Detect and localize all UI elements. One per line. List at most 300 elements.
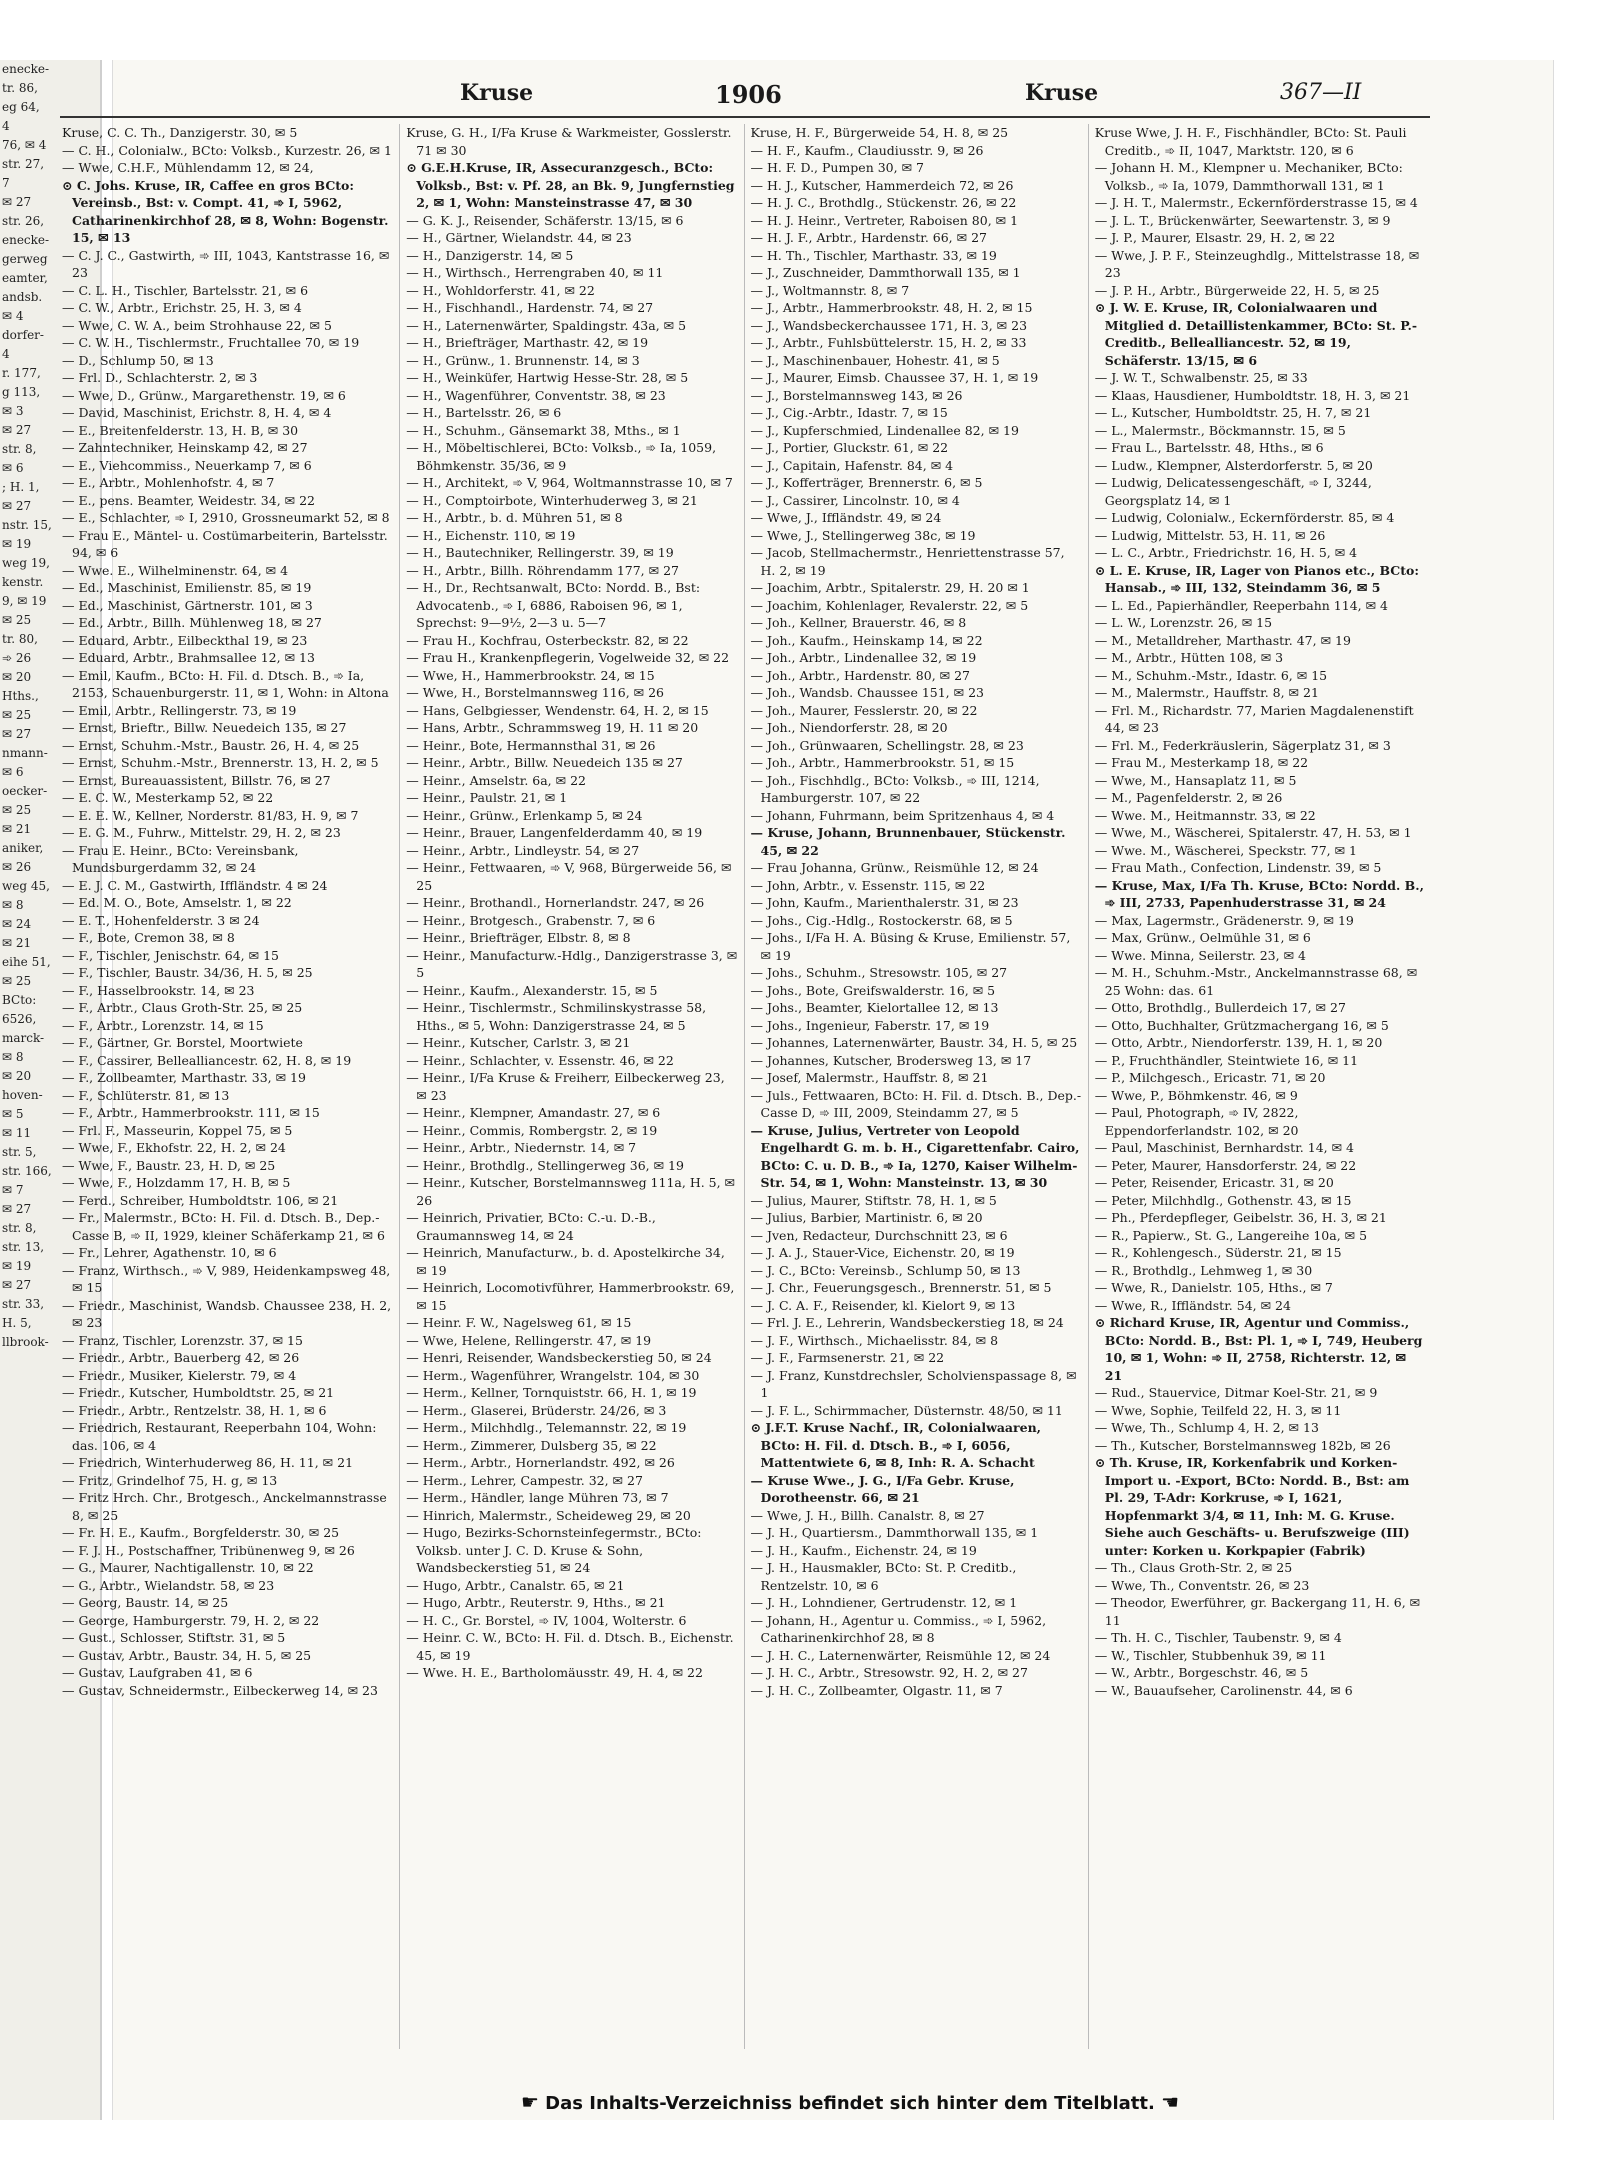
directory-entry: — G. K. J., Reisender, Schäferstr. 13/15, ✉ 6 bbox=[406, 212, 684, 228]
directory-entry: — Paul, Photograph, ➾ IV, 2822, Eppendorferlandstr. 102, ✉ 20 bbox=[1094, 1105, 1299, 1138]
directory-entry: — Ludwig, Colonialw., Eckernförderstr. 85, ✉ 4 bbox=[1094, 510, 1395, 525]
directory-entry: — Heinrich, Manufacturw., b. d. Apostelkirche 34, ✉ 19 bbox=[406, 1245, 725, 1278]
directory-entry: — Wwe, Helene, Rellingerstr. 47, ✉ 19 bbox=[406, 1332, 652, 1348]
directory-entry: — F., Arbtr., Hammerbrookstr. 111, ✉ 15 bbox=[62, 1105, 320, 1120]
strip-fragment: ✉ 8 bbox=[2, 1050, 24, 1064]
directory-entry: — L. W., Lorenzstr. 26, ✉ 15 bbox=[1094, 615, 1273, 630]
directory-entry: — J. H., Lohndiener, Gertrudenstr. 12, ✉ 1 bbox=[750, 1595, 1018, 1610]
directory-entry: — Wwe, M., Hansaplatz 11, ✉ 5 bbox=[1094, 772, 1297, 788]
directory-entry: — Herm., Zimmerer, Dulsberg 35, ✉ 22 bbox=[406, 1437, 657, 1453]
directory-entry: — David, Maschinist, Erichstr. 8, H. 4, ✉ 4 bbox=[62, 405, 332, 420]
directory-entry: — E., Viehcommiss., Neuerkamp 7, ✉ 6 bbox=[62, 457, 312, 473]
directory-entry: — H., Comptoirbote, Winterhuderweg 3, ✉ 21 bbox=[406, 492, 698, 508]
strip-fragment: eihe 51, bbox=[2, 955, 51, 969]
strip-fragment: H. 5, bbox=[2, 1316, 32, 1330]
directory-entry: — Fr., Malermstr., BCto: H. Fil. d. Dtsch. B., Dep.-Casse B, ➾ II, 1929, kleiner Schäferkamp 21, ✉ 6 bbox=[62, 1210, 385, 1243]
strip-fragment: aniker, bbox=[2, 841, 44, 855]
directory-entry: — Frau Johanna, Grünw., Reismühle 12, ✉ 24 bbox=[750, 860, 1039, 875]
strip-fragment: str. 8, bbox=[2, 1221, 37, 1235]
directory-entry: — Ludw., Klempner, Alsterdorferstr. 5, ✉ 20 bbox=[1094, 457, 1373, 473]
directory-entry: — E. J. C. M., Gastwirth, Iffländstr. 4 ✉ 24 bbox=[62, 877, 328, 893]
directory-entry: — Wwe, Th., Conventstr. 26, ✉ 23 bbox=[1094, 1577, 1310, 1593]
strip-fragment: ✉ 26 bbox=[2, 860, 32, 874]
strip-fragment: str. 13, bbox=[2, 1240, 45, 1254]
strip-fragment: 4 bbox=[2, 119, 10, 133]
directory-entry: — J., Arbtr., Fuhlsbüttelerstr. 15, H. 2, ✉ 33 bbox=[750, 335, 1027, 350]
directory-entry: — Ed., Maschinist, Emilienstr. 85, ✉ 19 bbox=[62, 580, 312, 595]
directory-entry: — Friedr., Maschinist, Wandsb. Chaussee 238, H. 2, ✉ 23 bbox=[62, 1297, 392, 1330]
directory-entry: — E., Arbtr., Mohlenhofstr. 4, ✉ 7 bbox=[62, 475, 275, 490]
directory-entry: — Herm., Arbtr., Hornerlandstr. 492, ✉ 26 bbox=[406, 1455, 675, 1470]
strip-fragment: 7 bbox=[2, 176, 10, 190]
strip-fragment: g 113, bbox=[2, 385, 41, 399]
directory-entry: — J., Cassirer, Lincolnstr. 10, ✉ 4 bbox=[750, 492, 960, 508]
directory-entry: — Hugo, Arbtr., Canalstr. 65, ✉ 21 bbox=[406, 1577, 625, 1593]
strip-fragment: ✉ 3 bbox=[2, 404, 24, 418]
directory-entry: — Kruse, Johann, Brunnenbauer, Stückenstr. 45, ✉ 22 bbox=[750, 825, 1066, 858]
strip-fragment: eg 64, bbox=[2, 100, 40, 114]
directory-entry: — Herm., Wagenführer, Wrangelstr. 104, ✉ 30 bbox=[406, 1367, 700, 1383]
directory-entry: — Wwe, F., Ekhofstr. 22, H. 2, ✉ 24 bbox=[62, 1140, 286, 1155]
directory-entry: — Th., Kutscher, Borstelmannsweg 182b, ✉ 26 bbox=[1094, 1437, 1391, 1453]
directory-entry: ⊙ J. W. E. Kruse, IR, Colonialwaaren und Mitglied d. Detaillistenkammer, BCto: St. P.-Creditb., Bellealliancestr. 52, ✉ 19, Schäferstr. 13/15, ✉ 6 bbox=[1094, 300, 1418, 368]
strip-fragment: ✉ 25 bbox=[2, 708, 32, 722]
directory-entry: — Ernst, Schuhm.-Mstr., Baustr. 26, H. 4, ✉ 25 bbox=[62, 737, 360, 753]
directory-entry: — H., Gärtner, Wielandstr. 44, ✉ 23 bbox=[406, 230, 632, 245]
directory-entry: — Max, Lagermstr., Grädenerstr. 9, ✉ 19 bbox=[1094, 912, 1354, 928]
directory-entry: — Heinr., Kutscher, Carlstr. 3, ✉ 21 bbox=[406, 1035, 631, 1050]
directory-entry: — J., Kupferschmied, Lindenallee 82, ✉ 19 bbox=[750, 422, 1019, 438]
directory-entry: — Johannes, Kutscher, Brodersweg 13, ✉ 17 bbox=[750, 1052, 1032, 1068]
directory-entry: — C. L. H., Tischler, Bartelsstr. 21, ✉ 6 bbox=[62, 282, 309, 298]
directory-entry: — F., Schlüterstr. 81, ✉ 13 bbox=[62, 1087, 230, 1103]
directory-entry: — L. Ed., Papierhändler, Reeperbahn 114, ✉ 4 bbox=[1094, 597, 1389, 613]
directory-entry: — Wwe, Th., Schlump 4, H. 2, ✉ 13 bbox=[1094, 1420, 1319, 1435]
page-header bbox=[60, 80, 1430, 114]
directory-entry: — Herm., Händler, lange Mühren 73, ✉ 7 bbox=[406, 1490, 669, 1505]
directory-entry: — H. J. C., Brothdlg., Stückenstr. 26, ✉ 22 bbox=[750, 195, 1017, 210]
directory-entry: — Eduard, Arbtr., Eilbeckthal 19, ✉ 23 bbox=[62, 632, 308, 648]
directory-entry: — Johs., Bote, Greifswalderstr. 16, ✉ 5 bbox=[750, 982, 996, 998]
directory-entry: — H., Bartelsstr. 26, ✉ 6 bbox=[406, 405, 562, 420]
strip-fragment: 76, ✉ 4 bbox=[2, 138, 47, 152]
strip-fragment: 6526, bbox=[2, 1012, 37, 1026]
directory-entry: — J. F., Farmsenerstr. 21, ✉ 22 bbox=[750, 1350, 945, 1365]
directory-entry: — Friedr., Kutscher, Humboldtstr. 25, ✉ 21 bbox=[62, 1385, 335, 1400]
directory-entry: — Gust., Schlosser, Stiftstr. 31, ✉ 5 bbox=[62, 1630, 286, 1645]
directory-column-2 bbox=[406, 124, 744, 2049]
directory-entry: Kruse, H. F., Bürgerweide 54, H. 8, ✉ 25 bbox=[750, 125, 1009, 140]
directory-entry: — J. A. J., Stauer-Vice, Eichenstr. 20, ✉ 19 bbox=[750, 1245, 1015, 1260]
directory-entry: — Peter, Reisender, Ericastr. 31, ✉ 20 bbox=[1094, 1175, 1334, 1190]
directory-entry: ⊙ Richard Kruse, IR, Agentur und Commiss., BCto: Nordd. B., Bst: Pl. 1, ➾ I, 749, Heuberg 10, ✉ 1, Wohn: ➾ II, 2758, Richterstr. 12, ✉ 21 bbox=[1094, 1315, 1423, 1383]
directory-entry: — L. C., Arbtr., Friedrichstr. 16, H. 5, ✉ 4 bbox=[1094, 545, 1358, 560]
directory-entry: — Heinr., Arbtr., Niedernstr. 14, ✉ 7 bbox=[406, 1140, 637, 1155]
strip-fragment: tr. 86, bbox=[2, 81, 38, 95]
directory-entry: — Johann H. M., Klempner u. Mechaniker, BCto: Volksb., ➾ Ia, 1079, Dammthorwall 131, ✉ 1 bbox=[1094, 160, 1403, 193]
directory-column-3 bbox=[751, 124, 1089, 2049]
directory-entry: — Ludwig, Mittelstr. 53, H. 11, ✉ 26 bbox=[1094, 527, 1326, 543]
directory-entry: — Hans, Gelbgiesser, Wendenstr. 64, H. 2, ✉ 15 bbox=[406, 702, 709, 718]
directory-entry: — Heinr., Kaufm., Alexanderstr. 15, ✉ 5 bbox=[406, 982, 658, 998]
directory-entry: Kruse Wwe, J. H. F., Fischhändler, BCto: St. Pauli Creditb., ➾ II, 1047, Marktstr. 120, ✉ 6 bbox=[1094, 125, 1407, 158]
directory-entry: — L., Malermstr., Böckmannstr. 15, ✉ 5 bbox=[1094, 422, 1346, 438]
strip-fragment: ✉ 27 bbox=[2, 423, 32, 437]
header-keyword-left: Kruse bbox=[460, 80, 534, 106]
directory-entry: — F. J. H., Postschaffner, Tribünenweg 9, ✉ 26 bbox=[62, 1542, 355, 1558]
strip-fragment: tr. 80, bbox=[2, 632, 38, 646]
directory-entry: — Ph., Pferdepfleger, Geibelstr. 36, H. 3, ✉ 21 bbox=[1094, 1210, 1387, 1225]
directory-entry: — Wwe. Minna, Seilerstr. 23, ✉ 4 bbox=[1094, 947, 1306, 963]
directory-entry: — C. W., Arbtr., Erichstr. 25, H. 3, ✉ 4 bbox=[62, 300, 302, 315]
directory-entry: — H., Fischhandl., Hardenstr. 74, ✉ 27 bbox=[406, 300, 654, 315]
directory-entry: — Frl. M., Federkräuslerin, Sägerplatz 31, ✉ 3 bbox=[1094, 737, 1391, 753]
directory-entry: — H. C., Gr. Borstel, ➾ IV, 1004, Wolterstr. 6 bbox=[406, 1612, 687, 1628]
directory-entry: — G., Arbtr., Wielandstr. 58, ✉ 23 bbox=[62, 1577, 275, 1593]
directory-entry: — Heinr., Paulstr. 21, ✉ 1 bbox=[406, 790, 568, 805]
strip-fragment: ➾ 26 bbox=[2, 651, 32, 665]
strip-fragment: dorfer- bbox=[2, 328, 44, 342]
directory-entry: — M., Schuhm.-Mstr., Idastr. 6, ✉ 15 bbox=[1094, 667, 1328, 683]
strip-fragment: nmann- bbox=[2, 746, 48, 760]
directory-entry: — Wwe, C. W. A., beim Strohhause 22, ✉ 5 bbox=[62, 317, 332, 333]
directory-entry: — Heinr., Brauer, Langenfelderdamm 40, ✉ 19 bbox=[406, 825, 703, 840]
directory-entry: ⊙ L. E. Kruse, IR, Lager von Pianos etc., BCto: Hansab., ➾ III, 132, Steindamm 36, ✉ 5 bbox=[1094, 562, 1419, 595]
strip-fragment: ✉ 20 bbox=[2, 670, 32, 684]
directory-entry: — J. C., BCto: Vereinsb., Schlump 50, ✉ 13 bbox=[750, 1262, 1021, 1278]
directory-entry: — Heinr., Fettwaaren, ➾ V, 968, Bürgerweide 56, ✉ 25 bbox=[406, 860, 732, 893]
directory-entry: — H., Bautechniker, Rellingerstr. 39, ✉ 19 bbox=[406, 545, 674, 560]
directory-entry: — Wwe, D., Grünw., Margarethenstr. 19, ✉ 6 bbox=[62, 387, 346, 403]
directory-entry: — Peter, Milchhdlg., Gothenstr. 43, ✉ 15 bbox=[1094, 1192, 1352, 1208]
strip-fragment: hoven- bbox=[2, 1088, 43, 1102]
strip-fragment: enecke- bbox=[2, 233, 50, 247]
directory-entry: — Frl. F., Masseurin, Koppel 75, ✉ 5 bbox=[62, 1122, 293, 1138]
directory-entry: — H., Danzigerstr. 14, ✉ 5 bbox=[406, 247, 574, 263]
directory-entry: — Ernst, Bureauassistent, Billstr. 76, ✉ 27 bbox=[62, 772, 331, 788]
directory-entry: — Gustav, Laufgraben 41, ✉ 6 bbox=[62, 1665, 253, 1680]
strip-fragment: ✉ 25 bbox=[2, 613, 32, 627]
strip-fragment: enecke- bbox=[2, 62, 50, 76]
directory-entry: ⊙ Th. Kruse, IR, Korkenfabrik und Korken-Import u. -Export, BCto: Nordd. B., Bst: am Pl. 29, T-Adr: Korkruse, ➾ I, 1621, Hopfenmarkt 3/4, ✉ 11, Inh: M. G. Kruse. Siehe auch Geschäfts- u. Berufszweige (III) unter: Korken u. Korkpapier (Fabrik) bbox=[1094, 1455, 1410, 1558]
directory-entry: ⊙ C. Johs. Kruse, IR, Caffee en gros BCto: Vereinsb., Bst: v. Compt. 41, ➾ I, 5962, Catharinenkirchhof 28, ✉ 8, Wohn: Bogenstr. 15, ✉ 13 bbox=[62, 177, 389, 245]
directory-entry: — Wwe, H., Hammerbrookstr. 24, ✉ 15 bbox=[406, 667, 655, 683]
directory-entry: — J. H., Hausmakler, BCto: St. P. Creditb., Rentzelstr. 10, ✉ 6 bbox=[750, 1560, 1017, 1593]
directory-entry: — H., Schuhm., Gänsemarkt 38, Mths., ✉ 1 bbox=[406, 422, 681, 438]
strip-fragment: Hths., bbox=[2, 689, 39, 703]
header-keyword-right: Kruse bbox=[1025, 80, 1099, 106]
directory-entry: — Paul, Maschinist, Bernhardstr. 14, ✉ 4 bbox=[1094, 1140, 1354, 1155]
directory-entry: — H., Wagenführer, Conventstr. 38, ✉ 23 bbox=[406, 387, 666, 403]
strip-fragment: str. 26, bbox=[2, 214, 45, 228]
directory-entry: — Josef, Malermstr., Hauffstr. 8, ✉ 21 bbox=[750, 1070, 989, 1085]
directory-entry: — D., Schlump 50, ✉ 13 bbox=[62, 352, 214, 368]
strip-fragment: weg 45, bbox=[2, 879, 50, 893]
directory-entry: ⊙ J.F.T. Kruse Nachf., IR, Colonialwaaren, BCto: H. Fil. d. Dtsch. B., ➾ I, 6056, Mattentwiete 6, ✉ 8, Inh: R. A. Schacht bbox=[750, 1420, 1042, 1470]
directory-entry: — Johann, Fuhrmann, beim Spritzenhaus 4, ✉ 4 bbox=[750, 807, 1055, 823]
directory-entry: — George, Hamburgerstr. 79, H. 2, ✉ 22 bbox=[62, 1612, 320, 1628]
directory-entry: — J. Franz, Kunstdrechsler, Scholvienspassage 8, ✉ 1 bbox=[750, 1367, 1077, 1400]
directory-entry: — Ludwig, Delicatessengeschäft, ➾ I, 3244, Georgsplatz 14, ✉ 1 bbox=[1094, 475, 1372, 508]
directory-entry: — W., Bauaufseher, Carolinenstr. 44, ✉ 6 bbox=[1094, 1682, 1353, 1698]
strip-fragment: ✉ 27 bbox=[2, 195, 32, 209]
strip-fragment: ✉ 11 bbox=[2, 1126, 32, 1140]
directory-entry: — Heinrich, Privatier, BCto: C.-u. D.-B., Graumannsweg 14, ✉ 24 bbox=[406, 1210, 656, 1243]
directory-entry: — Wwe, J., Stellingerweg 38c, ✉ 19 bbox=[750, 527, 976, 543]
directory-entry: — Julius, Maurer, Stiftstr. 78, H. 1, ✉ 5 bbox=[750, 1192, 997, 1208]
directory-entry: — Ed. M. O., Bote, Amselstr. 1, ✉ 22 bbox=[62, 895, 292, 910]
directory-entry: — Max, Grünw., Oelmühle 31, ✉ 6 bbox=[1094, 930, 1311, 945]
directory-entry: — Wwe, H., Borstelmannsweg 116, ✉ 26 bbox=[406, 685, 665, 700]
directory-entry: — J. F. L., Schirmmacher, Düsternstr. 48/50, ✉ 11 bbox=[750, 1402, 1063, 1418]
directory-entry: — R., Kohlengesch., Süderstr. 21, ✉ 15 bbox=[1094, 1245, 1342, 1260]
directory-entry: — J., Arbtr., Hammerbrookstr. 48, H. 2, ✉ 15 bbox=[750, 300, 1033, 315]
directory-entry: — Joh., Arbtr., Lindenallee 32, ✉ 19 bbox=[750, 650, 977, 665]
directory-entry: — Wwe, F., Baustr. 23, H. D, ✉ 25 bbox=[62, 1157, 276, 1173]
strip-fragment: gerweg bbox=[2, 252, 48, 266]
directory-entry: — H., Möbeltischlerei, BCto: Volksb., ➾ Ia, 1059, Böhmkenstr. 35/36, ✉ 9 bbox=[406, 440, 717, 473]
directory-entry: — H., Wohldorferstr. 41, ✉ 22 bbox=[406, 282, 595, 298]
strip-fragment: BCto: bbox=[2, 993, 37, 1007]
directory-entry: — J. H. C., Arbtr., Stresowstr. 92, H. 2, ✉ 27 bbox=[750, 1665, 1028, 1680]
strip-fragment: ✉ 19 bbox=[2, 1259, 32, 1273]
directory-entry: — Fritz Hrch. Chr., Brotgesch., Anckelmannstrasse 8, ✉ 25 bbox=[62, 1490, 387, 1523]
strip-fragment: ✉ 6 bbox=[2, 765, 24, 779]
directory-entry: — Joh., Fischhdlg., BCto: Volksb., ➾ III, 1214, Hamburgerstr. 107, ✉ 22 bbox=[750, 772, 1040, 805]
directory-entry: — J. H. T., Malermstr., Eckernförderstrasse 15, ✉ 4 bbox=[1094, 195, 1418, 210]
directory-entry: — Herm., Lehrer, Campestr. 32, ✉ 27 bbox=[406, 1472, 643, 1488]
directory-entry: — Fr., Lehrer, Agathenstr. 10, ✉ 6 bbox=[62, 1245, 277, 1260]
directory-entry: — W., Tischler, Stubbenhuk 39, ✉ 11 bbox=[1094, 1647, 1327, 1663]
directory-entry: — J. Chr., Feuerungsgesch., Brennerstr. 51, ✉ 5 bbox=[750, 1280, 1052, 1295]
directory-entry: — Joh., Grünwaaren, Schellingstr. 28, ✉ 23 bbox=[750, 737, 1024, 753]
directory-entry: — Wwe. E., Wilhelminenstr. 64, ✉ 4 bbox=[62, 562, 289, 578]
directory-entry: — Theodor, Ewerführer, gr. Backergang 11, H. 6, ✉ 11 bbox=[1094, 1595, 1421, 1628]
directory-entry: — J. H. C., Zollbeamter, Olgastr. 11, ✉ 7 bbox=[750, 1682, 1003, 1698]
directory-entry: — M., Metalldreher, Marthastr. 47, ✉ 19 bbox=[1094, 632, 1351, 648]
pointing-hand-icon-left: ☛ bbox=[520, 2090, 539, 2114]
directory-entry: — Joh., Niendorferstr. 28, ✉ 20 bbox=[750, 720, 948, 735]
directory-entry: — Johs., Cig.-Hdlg., Rostockerstr. 68, ✉ 5 bbox=[750, 912, 1013, 928]
directory-entry: — Th., Claus Groth-Str. 2, ✉ 25 bbox=[1094, 1560, 1293, 1575]
directory-entry: — Heinr., Brothandl., Hornerlandstr. 247, ✉ 26 bbox=[406, 895, 705, 910]
directory-entry: — Henri, Reisender, Wandsbeckerstieg 50, ✉ 24 bbox=[406, 1350, 712, 1365]
directory-entry: — Wwe, J. H., Billh. Canalstr. 8, ✉ 27 bbox=[750, 1507, 985, 1523]
strip-fragment: 9, ✉ 19 bbox=[2, 594, 47, 608]
directory-entry: — H., Briefträger, Marthastr. 42, ✉ 19 bbox=[406, 335, 649, 350]
directory-entry: — Kruse, Max, I/Fa Th. Kruse, BCto: Nordd. B., ➾ III, 2733, Papenhuderstrasse 31, ✉ 24 bbox=[1094, 877, 1424, 910]
directory-entry: — Johs., Ingenieur, Faberstr. 17, ✉ 19 bbox=[750, 1017, 990, 1033]
directory-entry: — F., Tischler, Jenischstr. 64, ✉ 15 bbox=[62, 947, 279, 963]
directory-entry: — E. C. W., Mesterkamp 52, ✉ 22 bbox=[62, 790, 274, 805]
directory-entry: — Wwe, R., Danielstr. 105, Hths., ✉ 7 bbox=[1094, 1280, 1333, 1295]
directory-entry: — Wwe, C.H.F., Mühlendamm 12, ✉ 24, bbox=[62, 160, 314, 175]
directory-entry: — H. J. Heinr., Vertreter, Raboisen 80, ✉ 1 bbox=[750, 212, 1019, 228]
directory-entry: — Heinr., Briefträger, Elbstr. 8, ✉ 8 bbox=[406, 930, 631, 945]
directory-entry: — Heinr., Klempner, Amandastr. 27, ✉ 6 bbox=[406, 1105, 661, 1120]
directory-entry: — M., Malermstr., Hauffstr. 8, ✉ 21 bbox=[1094, 685, 1319, 700]
directory-entry: ⊙ G.E.H.Kruse, IR, Assecuranzgesch., BCto: Volksb., Bst: v. Pf. 28, an Bk. 9, Jungfernstieg 2, ✉ 1, Wohn: Mansteinstrasse 47, ✉ 30 bbox=[406, 160, 735, 210]
directory-entry: — E. T., Hohenfelderstr. 3 ✉ 24 bbox=[62, 912, 260, 928]
directory-entry: — J. H. C., Laternenwärter, Reismühle 12, ✉ 24 bbox=[750, 1647, 1051, 1663]
header-rule bbox=[60, 116, 1430, 118]
directory-entry: — Heinr., Commis, Rombergstr. 2, ✉ 19 bbox=[406, 1122, 658, 1138]
directory-entry: — Joh., Kellner, Brauerstr. 46, ✉ 8 bbox=[750, 615, 967, 630]
directory-entry: Kruse, G. H., I/Fa Kruse & Warkmeister, Gosslerstr. 71 ✉ 30 bbox=[406, 125, 732, 158]
directory-entry: — Frl. J. E., Lehrerin, Wandsbeckerstieg 18, ✉ 24 bbox=[750, 1315, 1064, 1330]
directory-entry: — Ferd., Schreiber, Humboldtstr. 106, ✉ 21 bbox=[62, 1192, 339, 1208]
strip-fragment: ✉ 21 bbox=[2, 822, 32, 836]
directory-entry: — F., Hasselbrookstr. 14, ✉ 23 bbox=[62, 982, 255, 998]
directory-entry: — Otto, Buchhalter, Grützmachergang 16, ✉ 5 bbox=[1094, 1017, 1389, 1033]
directory-entry: — H., Arbtr., Billh. Röhrendamm 177, ✉ 27 bbox=[406, 562, 679, 578]
directory-entry: — Wwe, J. P. F., Steinzeughdlg., Mittelstrasse 18, ✉ 23 bbox=[1094, 247, 1420, 280]
strip-fragment: marck- bbox=[2, 1031, 45, 1045]
directory-entry: — Heinr., Brotgesch., Grabenstr. 7, ✉ 6 bbox=[406, 912, 656, 928]
directory-entry: — Frau L., Bartelsstr. 48, Hths., ✉ 6 bbox=[1094, 440, 1324, 455]
directory-entry: — Johann, H., Agentur u. Commiss., ➾ I, 5962, Catharinenkirchhof 28, ✉ 8 bbox=[750, 1612, 1047, 1645]
directory-entry: — Peter, Maurer, Hansdorferstr. 24, ✉ 22 bbox=[1094, 1157, 1357, 1173]
directory-entry: — Heinr. C. W., BCto: H. Fil. d. Dtsch. B., Eichenstr. 45, ✉ 19 bbox=[406, 1630, 734, 1663]
directory-entry: — Fr. H. E., Kaufm., Borgfelderstr. 30, ✉ 25 bbox=[62, 1525, 340, 1540]
footer-text: Das Inhalts-Verzeichniss befindet sich hinter dem Titelblatt. bbox=[545, 2093, 1155, 2114]
directory-entry: — Franz, Wirthsch., ➾ V, 989, Heidenkampsweg 48, ✉ 15 bbox=[62, 1262, 391, 1295]
directory-entry: — Heinr., Arbtr., Billw. Neuedeich 135 ✉ 27 bbox=[406, 755, 683, 770]
directory-entry: — H. Th., Tischler, Marthastr. 33, ✉ 19 bbox=[750, 247, 997, 263]
directory-entry: — Heinr., I/Fa Kruse & Freiherr, Eilbeckerweg 23, ✉ 23 bbox=[406, 1070, 725, 1103]
directory-entry: — J., Kofferträger, Brennerstr. 6, ✉ 5 bbox=[750, 475, 983, 490]
directory-columns bbox=[62, 124, 1432, 2049]
directory-entry: — J., Borstelmannsweg 143, ✉ 26 bbox=[750, 387, 963, 403]
directory-entry: — Rud., Stauervice, Ditmar Koel-Str. 21, ✉ 9 bbox=[1094, 1385, 1378, 1400]
directory-entry: — H., Wirthsch., Herrengraben 40, ✉ 11 bbox=[406, 265, 664, 280]
strip-fragment: ✉ 21 bbox=[2, 936, 32, 950]
directory-entry: — Kruse Wwe., J. G., I/Fa Gebr. Kruse, Dorotheenstr. 66, ✉ 21 bbox=[750, 1472, 1015, 1505]
directory-entry: — Johs., Schuhm., Stresowstr. 105, ✉ 27 bbox=[750, 965, 1008, 980]
directory-entry: — H., Arbtr., b. d. Mühren 51, ✉ 8 bbox=[406, 510, 623, 525]
directory-entry: — H. F., Kaufm., Claudiusstr. 9, ✉ 26 bbox=[750, 142, 984, 158]
directory-entry: — E., Breitenfelderstr. 13, H. B, ✉ 30 bbox=[62, 422, 299, 438]
directory-entry: — C. W. H., Tischlermstr., Fruchtallee 70, ✉ 19 bbox=[62, 335, 360, 350]
directory-entry: — Wwe. M., Wäscherei, Speckstr. 77, ✉ 1 bbox=[1094, 842, 1358, 858]
directory-entry: — Emil, Kaufm., BCto: H. Fil. d. Dtsch. B., ➾ Ia, 2153, Schauenburgerstr. 11, ✉ 1, Wohn: in Altona bbox=[62, 667, 389, 700]
directory-entry: — M., Pagenfelderstr. 2, ✉ 26 bbox=[1094, 790, 1283, 805]
directory-entry: — Joh., Maurer, Fesslerstr. 20, ✉ 22 bbox=[750, 702, 978, 718]
header-year: 1906 bbox=[715, 80, 782, 109]
directory-entry: — M. H., Schuhm.-Mstr., Anckelmannstrasse 68, ✉ 25 Wohn: das. 61 bbox=[1094, 965, 1418, 998]
directory-entry: — H., Weinküfer, Hartwig Hesse-Str. 28, ✉ 5 bbox=[406, 370, 689, 385]
strip-fragment: llbrook- bbox=[2, 1335, 49, 1349]
directory-entry: — J., Portier, Gluckstr. 61, ✉ 22 bbox=[750, 440, 949, 455]
directory-entry: — H., Grünw., 1. Brunnenstr. 14, ✉ 3 bbox=[406, 352, 640, 368]
directory-entry: — E., Schlachter, ➾ I, 2910, Grossneumarkt 52, ✉ 8 bbox=[62, 510, 390, 525]
directory-entry: — J., Maurer, Eimsb. Chaussee 37, H. 1, ✉ 19 bbox=[750, 370, 1039, 385]
directory-entry: — H. J., Kutscher, Hammerdeich 72, ✉ 26 bbox=[750, 177, 1014, 193]
directory-entry: — J., Woltmannstr. 8, ✉ 7 bbox=[750, 282, 910, 298]
directory-entry: — Ernst, Brieftr., Billw. Neuedeich 135, ✉ 27 bbox=[62, 720, 347, 735]
directory-entry: — John, Arbtr., v. Essenstr. 115, ✉ 22 bbox=[750, 877, 986, 893]
directory-entry: — J., Zuschneider, Dammthorwall 135, ✉ 1 bbox=[750, 265, 1021, 280]
directory-entry: — Wwe, P., Böhmkenstr. 46, ✉ 9 bbox=[1094, 1087, 1298, 1103]
directory-entry: — J., Maschinenbauer, Hohestr. 41, ✉ 5 bbox=[750, 352, 1000, 368]
directory-entry: — Friedrich, Restaurant, Reeperbahn 104, Wohn: das. 106, ✉ 4 bbox=[62, 1420, 377, 1453]
directory-entry: — F., Bote, Cremon 38, ✉ 8 bbox=[62, 930, 235, 945]
directory-entry: — H. J. F., Arbtr., Hardenstr. 66, ✉ 27 bbox=[750, 230, 987, 245]
strip-fragment: ✉ 25 bbox=[2, 803, 32, 817]
directory-entry: — R., Papierw., St. G., Langereihe 10a, ✉ 5 bbox=[1094, 1227, 1368, 1243]
directory-entry: — Wwe, R., Iffländstr. 54, ✉ 24 bbox=[1094, 1297, 1291, 1313]
directory-entry: — Johannes, Laternenwärter, Baustr. 34, H. 5, ✉ 25 bbox=[750, 1035, 1078, 1050]
directory-entry: — Heinr. F. W., Nagelsweg 61, ✉ 15 bbox=[406, 1315, 632, 1330]
directory-entry: — Juls., Fettwaaren, BCto: H. Fil. d. Dtsch. B., Dep.-Casse D, ➾ III, 2009, Steindamm 27, ✉ 5 bbox=[750, 1087, 1082, 1120]
directory-entry: — Julius, Barbier, Martinistr. 6, ✉ 20 bbox=[750, 1210, 983, 1225]
directory-entry: — Wwe, Sophie, Teilfeld 22, H. 3, ✉ 11 bbox=[1094, 1402, 1342, 1418]
directory-entry: — Joachim, Arbtr., Spitalerstr. 29, H. 20 ✉ 1 bbox=[750, 580, 1030, 595]
directory-entry: — F., Gärtner, Gr. Borstel, Moortwiete bbox=[62, 1035, 303, 1050]
directory-entry: — P., Fruchthändler, Steintwiete 16, ✉ 11 bbox=[1094, 1052, 1359, 1068]
directory-entry: — J. C. A. F., Reisender, kl. Kielort 9, ✉ 13 bbox=[750, 1297, 1016, 1313]
directory-entry: — John, Kaufm., Marienthalerstr. 31, ✉ 23 bbox=[750, 895, 1019, 910]
directory-entry: — Heinr., Tischlermstr., Schmilinskystrasse 58, Hths., ✉ 5, Wohn: Danzigerstrasse 24, ✉ 5 bbox=[406, 1000, 707, 1033]
directory-entry: — J. F., Wirthsch., Michaelisstr. 84, ✉ 8 bbox=[750, 1332, 999, 1348]
directory-entry: — Frl. D., Schlachterstr. 2, ✉ 3 bbox=[62, 370, 258, 385]
directory-entry: — Hinrich, Malermstr., Scheideweg 29, ✉ 20 bbox=[406, 1507, 691, 1523]
directory-entry: — J., Capitain, Hafenstr. 84, ✉ 4 bbox=[750, 457, 954, 473]
directory-entry: — Ernst, Schuhm.-Mstr., Brennerstr. 13, H. 2, ✉ 5 bbox=[62, 755, 379, 770]
directory-entry: — Ed., Arbtr., Billh. Mühlenweg 18, ✉ 27 bbox=[62, 615, 322, 630]
strip-fragment: ✉ 6 bbox=[2, 461, 24, 475]
directory-entry: — Frau H., Krankenpflegerin, Vogelweide 32, ✉ 22 bbox=[406, 650, 730, 665]
directory-entry: — Frau E., Mäntel- u. Costümarbeiterin, Bartelsstr. 94, ✉ 6 bbox=[62, 527, 388, 560]
directory-entry: — E. G. M., Fuhrw., Mittelstr. 29, H. 2, ✉ 23 bbox=[62, 825, 341, 840]
page-number: 367—II bbox=[1280, 80, 1362, 105]
directory-entry: — C. H., Colonialw., BCto: Volksb., Kurzestr. 26, ✉ 1 bbox=[62, 142, 392, 158]
strip-fragment: ✉ 7 bbox=[2, 1183, 24, 1197]
directory-entry: — Friedrich, Winterhuderweg 86, H. 11, ✉ 21 bbox=[62, 1455, 354, 1470]
pointing-hand-icon-right: ☚ bbox=[1161, 2090, 1180, 2114]
directory-entry: — Johs., I/Fa H. A. Büsing & Kruse, Emilienstr. 57, ✉ 19 bbox=[750, 930, 1071, 963]
strip-fragment: str. 8, bbox=[2, 442, 37, 456]
strip-fragment: ✉ 27 bbox=[2, 727, 32, 741]
strip-fragment: ✉ 27 bbox=[2, 1278, 32, 1292]
strip-fragment: ✉ 25 bbox=[2, 974, 32, 988]
footer-note bbox=[400, 2090, 1300, 2114]
directory-entry: — Heinr., Kutscher, Borstelmannsweg 111a, H. 5, ✉ 26 bbox=[406, 1175, 736, 1208]
directory-entry: — Zahntechniker, Heinskamp 42, ✉ 27 bbox=[62, 440, 308, 455]
directory-entry: — Heinr., Schlachter, v. Essenstr. 46, ✉ 22 bbox=[406, 1052, 674, 1068]
directory-entry: — Johs., Beamter, Kielortallee 12, ✉ 13 bbox=[750, 1000, 999, 1015]
strip-fragment: ✉ 4 bbox=[2, 309, 24, 323]
directory-entry: — F., Zollbeamter, Marthastr. 33, ✉ 19 bbox=[62, 1070, 306, 1085]
directory-entry: — Herm., Glaserei, Brüderstr. 24/26, ✉ 3 bbox=[406, 1402, 667, 1418]
directory-entry: — Franz, Tischler, Lorenzstr. 37, ✉ 15 bbox=[62, 1332, 303, 1348]
directory-entry: — Th. H. C., Tischler, Taubenstr. 9, ✉ 4 bbox=[1094, 1630, 1342, 1645]
strip-fragment: 4 bbox=[2, 347, 10, 361]
directory-column-1 bbox=[62, 124, 400, 2049]
directory-entry: — H. F. D., Pumpen 30, ✉ 7 bbox=[750, 160, 924, 175]
strip-fragment: weg 19, bbox=[2, 556, 50, 570]
directory-entry: — Heinr., Brothdlg., Stellingerweg 36, ✉ 19 bbox=[406, 1157, 684, 1173]
directory-entry: — Friedr., Arbtr., Rentzelstr. 38, H. 1, ✉ 6 bbox=[62, 1402, 327, 1418]
strip-fragment: str. 166, bbox=[2, 1164, 52, 1178]
strip-fragment: str. 27, bbox=[2, 157, 45, 171]
strip-fragment: oecker- bbox=[2, 784, 48, 798]
directory-entry: — Wwe, M., Wäscherei, Spitalerstr. 47, H. 53, ✉ 1 bbox=[1094, 825, 1412, 840]
directory-entry: Kruse, C. C. Th., Danzigerstr. 30, ✉ 5 bbox=[62, 125, 298, 140]
strip-fragment: ✉ 24 bbox=[2, 917, 32, 931]
directory-column-4 bbox=[1095, 124, 1432, 2049]
directory-entry: — Hans, Arbtr., Schrammsweg 19, H. 11 ✉ 20 bbox=[406, 720, 699, 735]
